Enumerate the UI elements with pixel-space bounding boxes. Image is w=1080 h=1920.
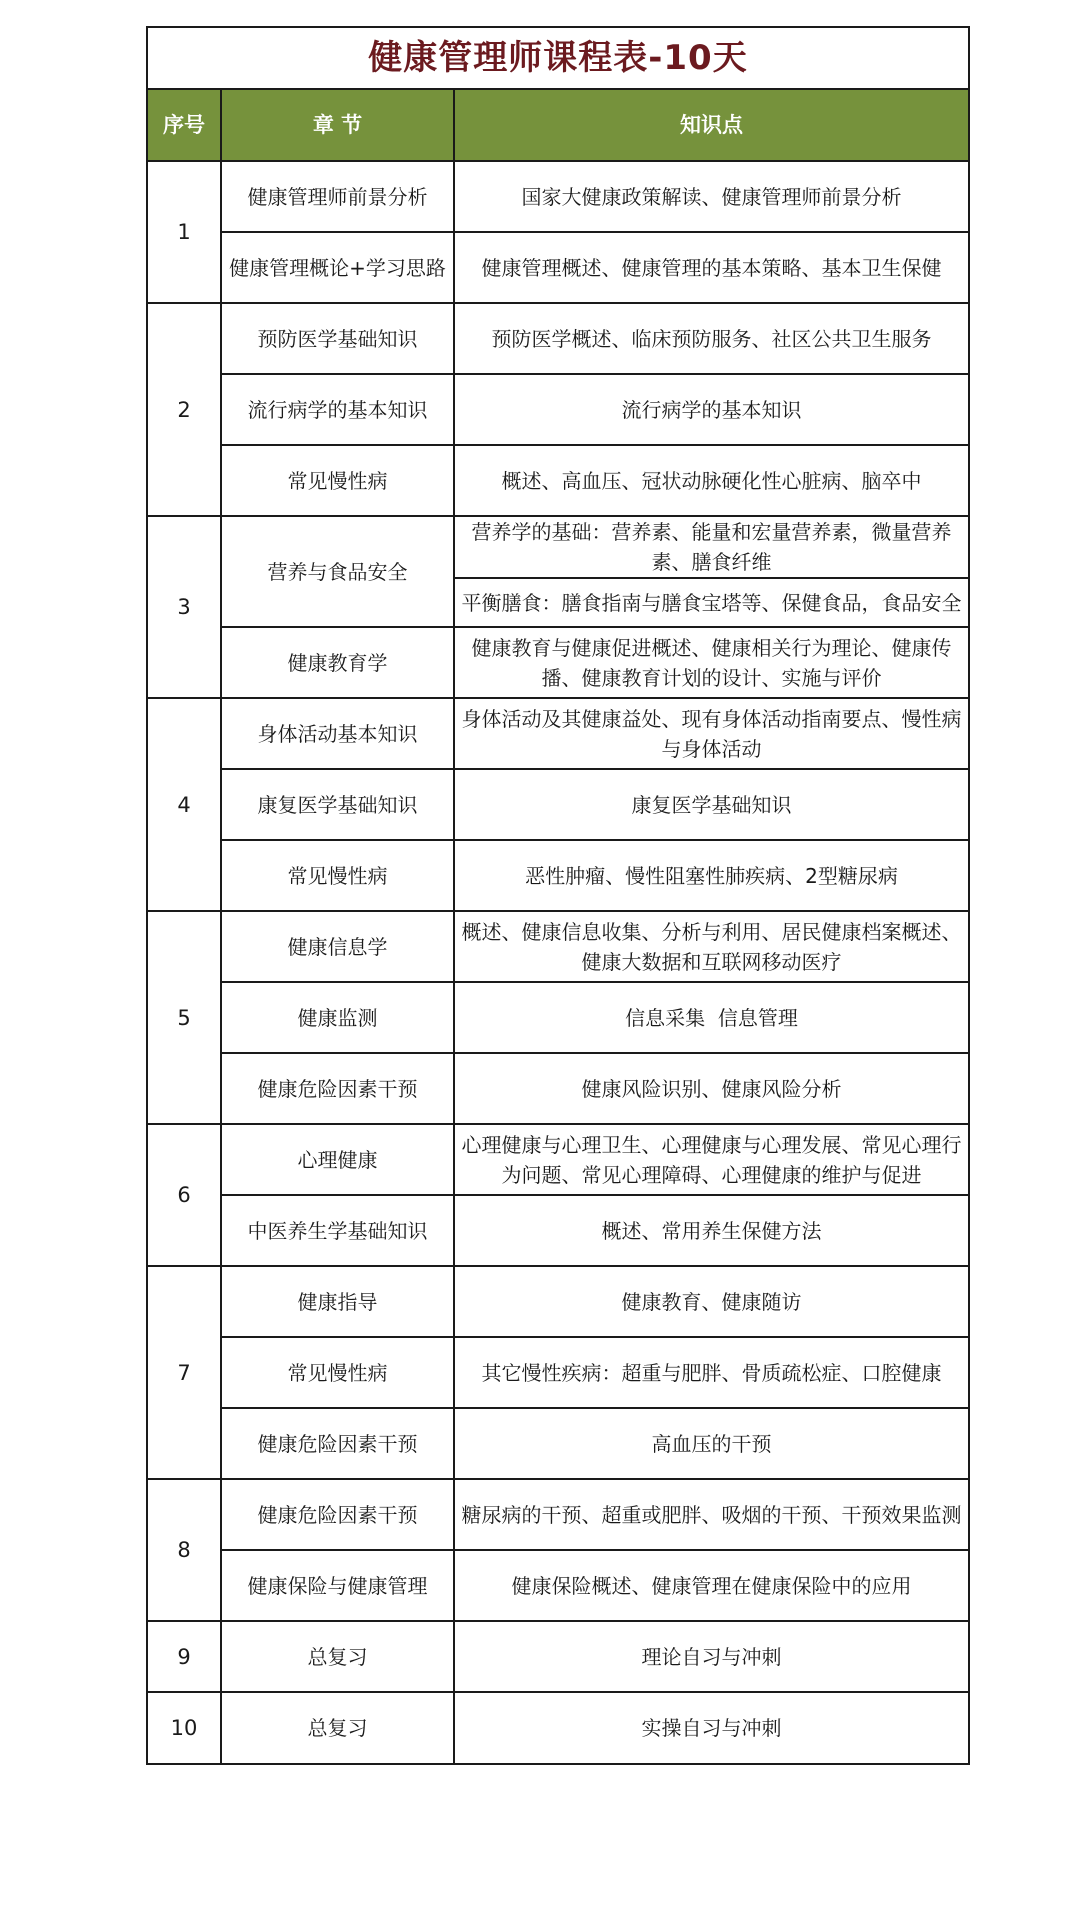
points-cell: 健康教育与健康促进概述、健康相关行为理论、健康传播、健康教育计划的设计、实施与评价: [454, 627, 969, 698]
points-cell: 平衡膳食：膳食指南与膳食宝塔等、保健食品，食品安全: [454, 578, 969, 627]
day-seq: 2: [147, 303, 221, 516]
table-row: [147, 911, 969, 982]
points-cell: 概述、健康信息收集、分析与利用、居民健康档案概述、健康大数据和互联网移动医疗: [454, 911, 969, 982]
day-seq: 4: [147, 698, 221, 911]
chapter-cell: 营养与食品安全: [221, 516, 454, 627]
chapter-cell: 常见慢性病: [221, 840, 454, 911]
day-seq: 8: [147, 1479, 221, 1621]
chapter-cell: 健康保险与健康管理: [221, 1550, 454, 1621]
table-row: [147, 1550, 969, 1621]
points-cell: 健康风险识别、健康风险分析: [454, 1053, 969, 1124]
table-row: [147, 840, 969, 911]
chapter-cell: 健康危险因素干预: [221, 1053, 454, 1124]
chapter-cell: 常见慢性病: [221, 445, 454, 516]
points-cell: 恶性肿瘤、慢性阻塞性肺疾病、2型糖尿病: [454, 840, 969, 911]
chapter-cell: 总复习: [221, 1692, 454, 1764]
chapter-cell: 常见慢性病: [221, 1337, 454, 1408]
day-seq: 1: [147, 161, 221, 303]
points-cell: 实操自习与冲刺: [454, 1692, 969, 1764]
table-row: [147, 769, 969, 840]
table-row: [147, 1195, 969, 1266]
points-cell: 概述、常用养生保健方法: [454, 1195, 969, 1266]
chapter-cell: 康复医学基础知识: [221, 769, 454, 840]
course-schedule-table: [146, 26, 970, 1765]
chapter-cell: 健康监测: [221, 982, 454, 1053]
header-points: 知识点: [454, 89, 969, 161]
chapter-cell: 身体活动基本知识: [221, 698, 454, 769]
points-cell: 营养学的基础：营养素、能量和宏量营养素，微量营养素、膳食纤维: [454, 516, 969, 578]
table-row: [147, 232, 969, 303]
points-cell: 国家大健康政策解读、健康管理师前景分析: [454, 161, 969, 232]
points-cell: 流行病学的基本知识: [454, 374, 969, 445]
chapter-cell: 健康危险因素干预: [221, 1479, 454, 1550]
day-seq: 5: [147, 911, 221, 1124]
course-schedule-sheet: [146, 26, 968, 1765]
table-row: [147, 1124, 969, 1195]
points-cell: 心理健康与心理卫生、心理健康与心理发展、常见心理行为问题、常见心理障碍、心理健康的维护与促进: [454, 1124, 969, 1195]
day-seq: 6: [147, 1124, 221, 1266]
points-cell: 信息采集 信息管理: [454, 982, 969, 1053]
points-cell: 健康管理概述、健康管理的基本策略、基本卫生保健: [454, 232, 969, 303]
day-seq: 10: [147, 1692, 221, 1764]
table-row: [147, 1337, 969, 1408]
points-cell: 身体活动及其健康益处、现有身体活动指南要点、慢性病与身体活动: [454, 698, 969, 769]
points-cell: 康复医学基础知识: [454, 769, 969, 840]
table-row: [147, 1692, 969, 1764]
day-seq: 7: [147, 1266, 221, 1479]
table-row: [147, 445, 969, 516]
chapter-cell: 健康危险因素干预: [221, 1408, 454, 1479]
page-title: 健康管理师课程表-10天: [147, 27, 969, 89]
table-row: [147, 161, 969, 232]
header-chapter: 章 节: [221, 89, 454, 161]
points-cell: 概述、高血压、冠状动脉硬化性心脏病、脑卒中: [454, 445, 969, 516]
points-cell: 其它慢性疾病：超重与肥胖、骨质疏松症、口腔健康: [454, 1337, 969, 1408]
day-seq: 9: [147, 1621, 221, 1692]
table-row: [147, 303, 969, 374]
chapter-cell: 健康教育学: [221, 627, 454, 698]
points-cell: 健康保险概述、健康管理在健康保险中的应用: [454, 1550, 969, 1621]
points-cell: 预防医学概述、临床预防服务、社区公共卫生服务: [454, 303, 969, 374]
chapter-cell: 中医养生学基础知识: [221, 1195, 454, 1266]
table-row: [147, 374, 969, 445]
day-seq: 3: [147, 516, 221, 698]
table-row: [147, 1408, 969, 1479]
chapter-cell: 预防医学基础知识: [221, 303, 454, 374]
chapter-cell: 流行病学的基本知识: [221, 374, 454, 445]
chapter-cell: 健康管理师前景分析: [221, 161, 454, 232]
chapter-cell: 健康信息学: [221, 911, 454, 982]
table-row: [147, 516, 969, 578]
table-row: [147, 1621, 969, 1692]
chapter-cell: 健康指导: [221, 1266, 454, 1337]
header-seq: 序号: [147, 89, 221, 161]
table-row: [147, 627, 969, 698]
table-row: [147, 982, 969, 1053]
points-cell: 糖尿病的干预、超重或肥胖、吸烟的干预、干预效果监测: [454, 1479, 969, 1550]
chapter-cell: 总复习: [221, 1621, 454, 1692]
points-cell: 理论自习与冲刺: [454, 1621, 969, 1692]
points-cell: 高血压的干预: [454, 1408, 969, 1479]
table-row: [147, 1479, 969, 1550]
table-row: [147, 698, 969, 769]
chapter-cell: 健康管理概论+学习思路: [221, 232, 454, 303]
chapter-cell: 心理健康: [221, 1124, 454, 1195]
table-row: [147, 1053, 969, 1124]
table-row: [147, 1266, 969, 1337]
points-cell: 健康教育、健康随访: [454, 1266, 969, 1337]
